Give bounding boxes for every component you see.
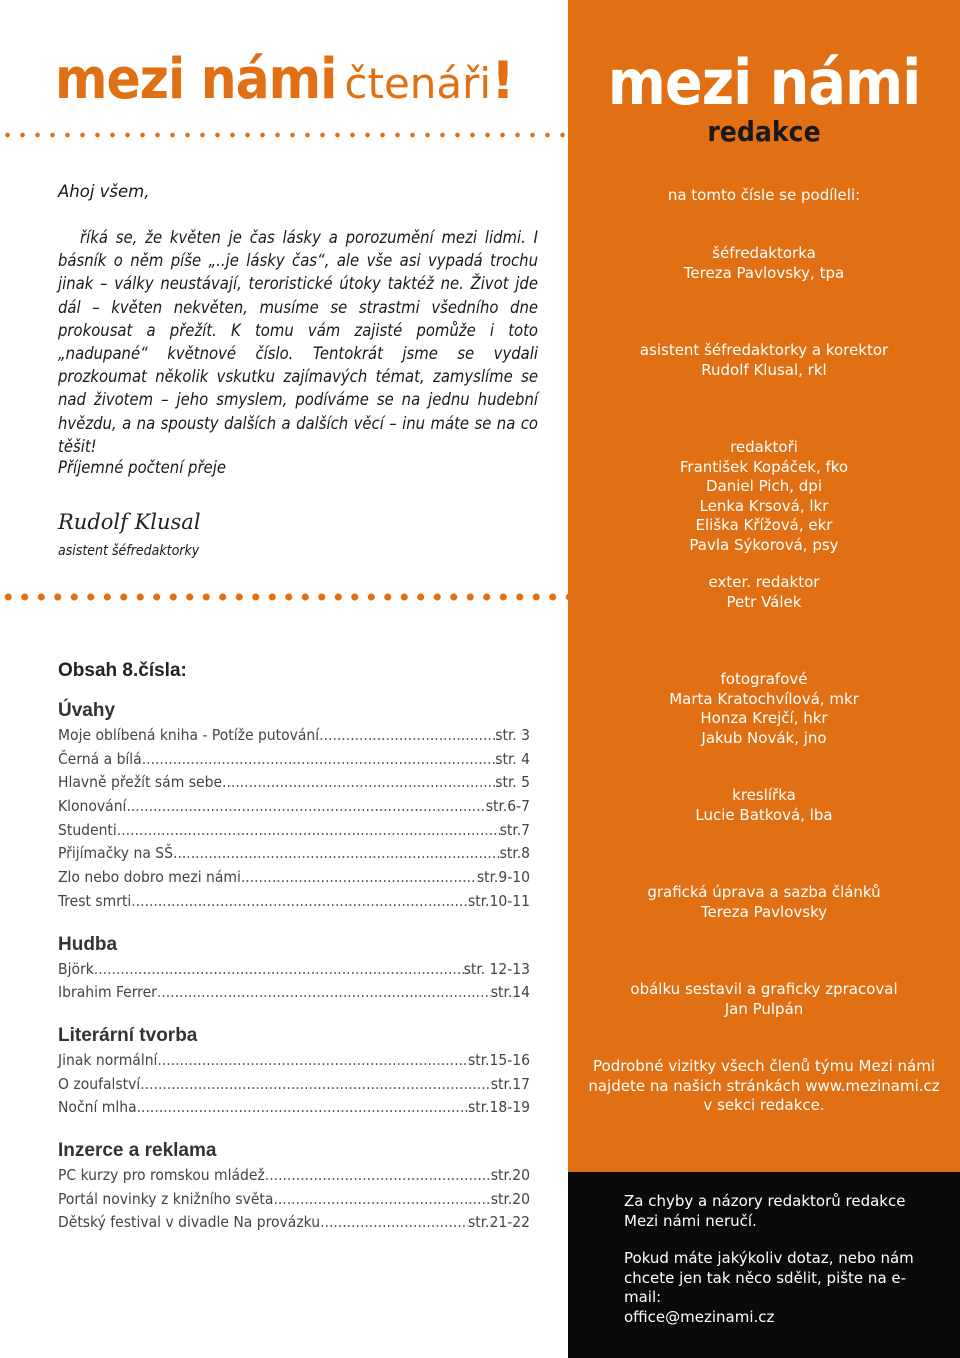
letter-greeting: Ahoj všem, — [58, 182, 150, 201]
toc-entry-title: O zoufalství — [58, 1074, 141, 1093]
toc-entry-page: str.20 — [490, 1189, 530, 1208]
dotted-divider-top — [0, 130, 565, 140]
contact-text: Pokud máte jakýkoliv dotaz, nebo nám chcete jen tak něco sdělit, pište na e-mail: — [624, 1249, 914, 1307]
toc-entry — [58, 842, 530, 866]
toc-entry-title: Trest smrti — [58, 891, 132, 910]
credits-intro — [568, 186, 960, 206]
credit-chief-editor — [568, 244, 960, 283]
role-label: redaktoři — [730, 438, 798, 456]
toc-leader-dots — [173, 842, 500, 866]
toc-entry — [58, 1096, 530, 1120]
credit-assistant — [568, 341, 960, 380]
toc-entry-title: Studenti — [58, 820, 117, 839]
person-name: Petr Válek — [726, 592, 802, 611]
toc-section — [58, 934, 530, 1005]
logo-exclamation: ! — [491, 51, 515, 111]
toc-entry — [58, 1073, 530, 1097]
toc-entry-page: str.17 — [490, 1074, 530, 1093]
toc-entry-page: str.14 — [490, 983, 530, 1002]
toc-entry-page: str. 4 — [495, 749, 530, 768]
dotted-divider-middle — [0, 592, 568, 602]
toc-entry-title: Jinak normální — [58, 1050, 158, 1069]
letter-closing: Příjemné počtení přeje — [58, 458, 226, 477]
toc-entry-page: str.10-11 — [468, 891, 530, 910]
person-name: Marta Kratochvílová, mkr — [669, 689, 859, 708]
toc-entry-page: str.18-19 — [468, 1098, 530, 1117]
toc-entry-page: str. 12-13 — [463, 959, 530, 978]
role-label: grafická úprava a sazba článků — [647, 883, 881, 901]
toc-leader-dots — [157, 981, 491, 1005]
person-name: Jan Pulpán — [724, 999, 804, 1018]
toc-entry-title: Moje oblíbená kniha - Potíže putování — [58, 726, 320, 744]
readers-section-logo — [55, 47, 515, 112]
toc-section — [58, 1140, 530, 1235]
toc-entry-page: str. 5 — [495, 773, 530, 792]
person-name: František Kopáček, fko — [679, 457, 849, 476]
toc-entry — [58, 890, 530, 914]
person-name: Rudolf Klusal, rkl — [701, 360, 827, 379]
credits-intro-text: na tomto čísle se podíleli: — [667, 186, 861, 204]
toc-entry — [58, 1164, 530, 1188]
role-label: asistent šéfredaktorky a korektor — [639, 341, 889, 359]
toc-entry-title: Ibrahim Ferrer — [58, 983, 157, 1002]
toc-entry-page: str.8 — [499, 844, 530, 863]
toc-section — [58, 700, 530, 914]
toc-entry-title: Hlavně přežít sám sebe — [58, 773, 223, 792]
person-name: Tereza Pavlovsky, tpa — [683, 263, 845, 282]
toc-entry — [58, 795, 530, 819]
toc-entry-page: str. 3 — [495, 726, 530, 744]
role-label: exter. redaktor — [708, 573, 820, 591]
person-name: Tereza Pavlovsky — [700, 902, 828, 921]
toc-entry — [58, 958, 530, 982]
toc-section — [58, 1025, 530, 1120]
toc-entry-page: str.6-7 — [485, 797, 530, 816]
toc-entry-title: Zlo nebo dobro mezi námi — [58, 868, 241, 887]
credit-layout — [568, 883, 960, 922]
toc-entry-title: PC kurzy pro romskou mládež — [58, 1165, 265, 1184]
toc-entry-title: Přijímačky na SŠ — [58, 844, 174, 863]
toc-leader-dots — [131, 890, 468, 914]
editorial-column — [568, 0, 960, 1358]
toc-leader-dots — [117, 819, 500, 843]
toc-entry-page: str.9-10 — [476, 868, 530, 887]
toc-entry-title: Portál novinky z knižního světa — [58, 1189, 274, 1208]
toc-leader-dots — [222, 771, 495, 795]
toc-entry-title: Černá a bílá — [58, 749, 142, 768]
disclaimer-text — [624, 1192, 924, 1328]
toc-leader-dots — [137, 1096, 468, 1120]
toc-title: Obsah 8.čísla: — [58, 660, 187, 681]
toc-entry — [58, 1049, 530, 1073]
toc-entry-title: Noční mlha — [58, 1098, 137, 1117]
toc-leader-dots — [140, 1073, 491, 1097]
toc-entry — [58, 771, 530, 795]
credit-cover — [568, 980, 960, 1019]
toc-entry — [58, 981, 530, 1005]
role-label: kreslířka — [732, 786, 796, 804]
toc-leader-dots — [265, 1164, 491, 1188]
toc-entry — [58, 748, 530, 772]
person-name: Lenka Krsová, lkr — [699, 496, 829, 515]
person-name: Eliška Křížová, ekr — [695, 516, 833, 535]
toc-entry — [58, 866, 530, 890]
toc-entry-page: str.20 — [490, 1165, 530, 1184]
person-name: Daniel Pich, dpi — [706, 477, 822, 496]
toc-sections — [58, 700, 530, 1235]
person-name: Lucie Batková, lba — [695, 805, 833, 824]
person-name: Pavla Sýkorová, psy — [689, 535, 839, 554]
toc-leader-dots — [157, 1049, 468, 1073]
person-name: Honza Krejčí, hkr — [700, 709, 828, 728]
signature-role: asistent šéfredaktorky — [58, 543, 200, 559]
contact-email[interactable]: office@mezinami.cz — [624, 1307, 775, 1326]
toc-section-heading: Literární tvorba — [58, 1024, 198, 1046]
credit-editors — [568, 438, 960, 556]
role-label: obálku sestavil a graficky zpracoval — [630, 980, 898, 998]
person-name: Jakub Novák, jno — [701, 728, 827, 747]
role-label: šéfredaktorka — [712, 244, 816, 262]
letter-body — [58, 226, 538, 458]
toc-leader-dots — [241, 866, 477, 890]
letter-body-text: říká se, že květen je čas lásky a porozumění mezi lidmi. I básník o něm píše „..je lásky čas“, ale vše asi vypadá trochu jinak – války neustávají, teroristické útoky taktéž ne. Život jde dál – květen nekvěten, musíme se strastmi všedního dne prokousat a přežít. K tomu vám zajisté pomůže i toto „nadupané“ květnové číslo. Tentokrát jsme se vydali prozkoumat několik vskutku zajímavých témat, zamyslíme se nad životem – jeho smyslem, podíváme se na jednu hudební hvězdu, a na spousty dalších a dalších věcí – inu máte se na co těšit! — [58, 228, 538, 456]
toc-entry — [58, 819, 530, 843]
table-of-contents — [58, 660, 530, 1255]
toc-entry — [58, 724, 530, 748]
contact-line — [624, 1249, 924, 1327]
disclaimer-line: Za chyby a názory redaktorů redakce Mezi námi neručí. — [624, 1192, 906, 1230]
toc-entry — [58, 1211, 530, 1235]
toc-entry-page: str.21-22 — [468, 1213, 530, 1232]
web-note-line: v sekci redakce. — [703, 1096, 825, 1115]
signature: Rudolf Klusal — [58, 510, 201, 534]
toc-leader-dots — [142, 748, 496, 772]
editorial-logo — [568, 46, 960, 148]
logo-mezi-nami: mezi námi — [55, 47, 337, 112]
credit-external-editor — [568, 573, 960, 612]
toc-leader-dots — [273, 1188, 490, 1212]
toc-entry — [58, 1188, 530, 1212]
web-note-line: Podrobné vizitky všech členů týmu Mezi námi — [593, 1057, 935, 1075]
toc-entry-page: str.15-16 — [468, 1050, 530, 1069]
web-note-line: najdete na našich stránkách www.mezinami.cz — [588, 1076, 940, 1095]
toc-entry-title: Dětský festival v divadle Na provázku — [58, 1213, 321, 1232]
role-label: fotografové — [720, 670, 808, 688]
toc-entry-title: Klonování — [58, 797, 127, 816]
toc-section-heading: Úvahy — [58, 700, 116, 721]
toc-leader-dots — [320, 1211, 468, 1235]
toc-section-heading: Hudba — [58, 933, 118, 955]
web-note — [568, 1057, 960, 1116]
toc-leader-dots — [94, 958, 464, 982]
toc-entry-title: Björk — [58, 959, 94, 978]
toc-leader-dots — [319, 724, 495, 748]
credit-illustrator — [568, 786, 960, 825]
toc-section-heading: Inzerce a reklama — [58, 1139, 217, 1161]
credit-photographers — [568, 670, 960, 748]
logo-mezi-nami-right: mezi námi — [607, 46, 921, 119]
logo-redakce: redakce — [707, 115, 821, 148]
toc-entry-page: str.7 — [499, 820, 530, 839]
logo-ctenari: čtenáři — [344, 59, 492, 108]
toc-leader-dots — [126, 795, 485, 819]
